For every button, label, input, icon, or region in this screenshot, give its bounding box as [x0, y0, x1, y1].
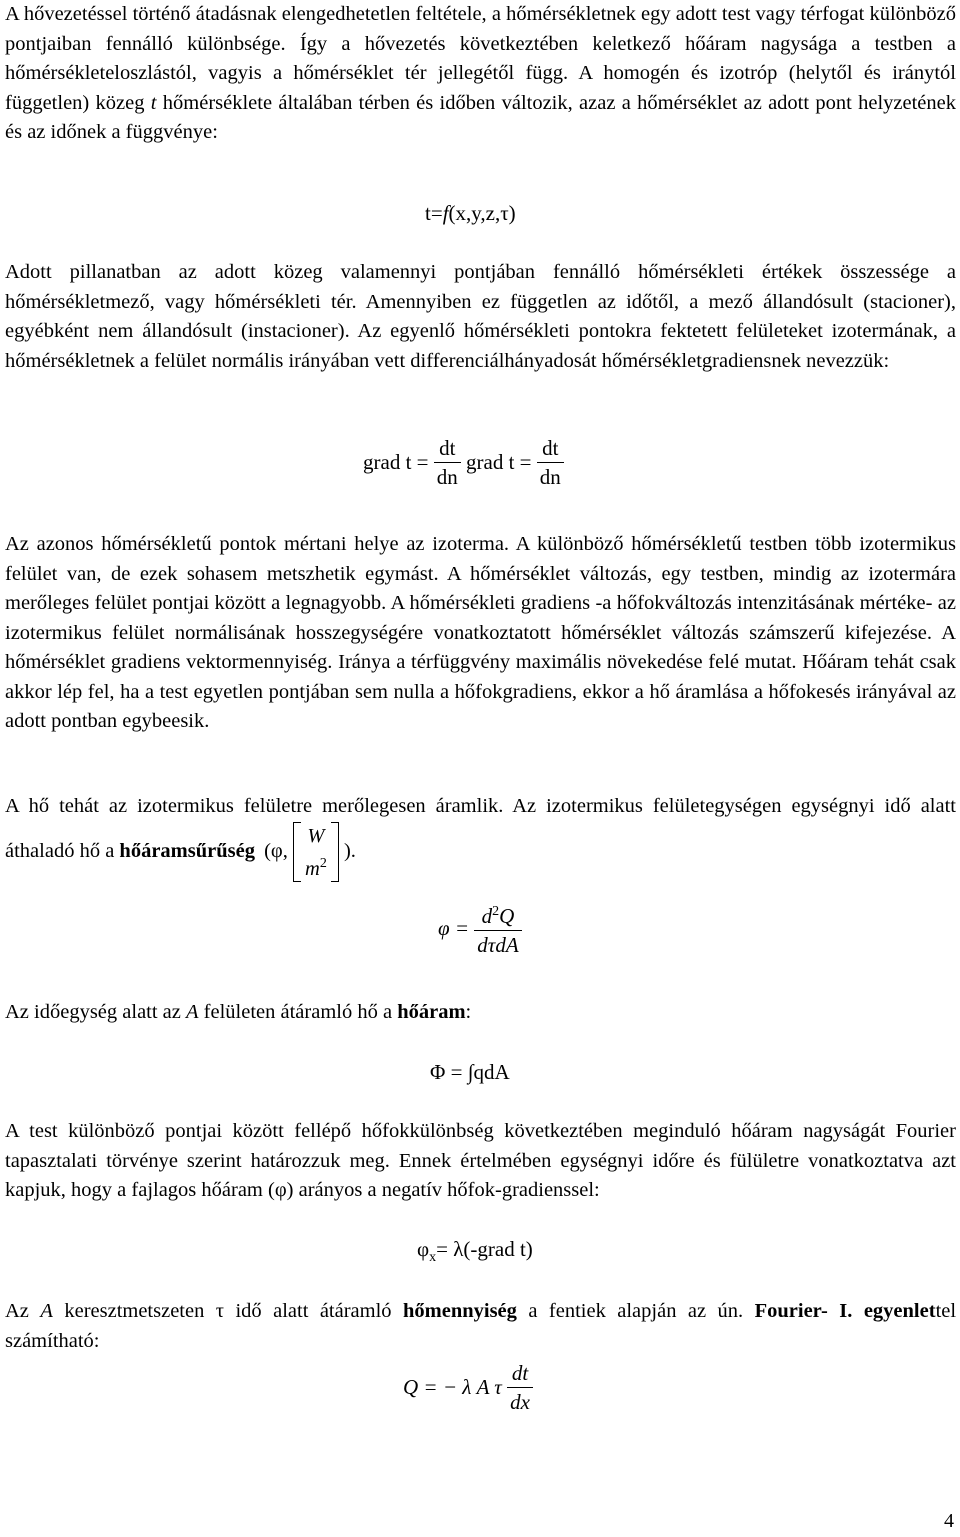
eq-text: grad t = [363, 450, 429, 474]
fraction-denominator [302, 850, 330, 883]
paragraph-4-text [5, 792, 956, 882]
paragraph-text: Az időegység alatt az [5, 1001, 181, 1023]
bold-term: hőáramsűrűség [119, 839, 255, 862]
bracket-top-left [293, 822, 301, 823]
fraction-dt-dn [434, 434, 461, 491]
fraction-numerator [474, 898, 521, 931]
fraction-numerator: dt [434, 434, 461, 463]
bracket-top-right [331, 822, 339, 823]
paragraph-text: Adott pillanatban az adott közeg valamennyi pontjában fennálló hőmérsékleti értékek összessége a hőmérsékletmező, vagy hőmérsékleti tér. Amennyiben ez független az időtől, a mező állandósult (stacioner), egyébként nem állandósult (instacioner). Az egyenlő hőmérsékleti pontokra fektetett felületeket izotermának, a hőmérsékletnek a felület normális irányában vett differenciálhányadosát hőmérsékletgradiensnek nevezzük: [5, 261, 956, 372]
equation-heat-flow [430, 1060, 510, 1085]
paragraph-6 [5, 1117, 956, 1206]
subscript-x: x [429, 1250, 437, 1266]
fraction-denominator: dn [436, 465, 458, 489]
eq-text: φ = [438, 916, 470, 940]
fraction-numerator: dt [537, 434, 564, 463]
paragraph-text: Az [5, 1300, 29, 1322]
paragraph-text: tel számítható: [5, 1300, 957, 1352]
eq-function-f: f [442, 201, 449, 225]
fraction-d2Q-dtaudA [474, 898, 521, 959]
equation-fourier-flux [417, 1237, 533, 1266]
variable-t: t [150, 91, 157, 114]
equation-gradient [363, 434, 564, 491]
equation-temperature-function [425, 201, 516, 226]
fraction-denominator: dx [510, 1390, 530, 1414]
fraction-denominator: dn [539, 465, 561, 489]
bold-term: hőmennyiség [403, 1300, 517, 1322]
paragraph-text: Így a hővezetés következtében keletkező hőáram nagysága a testben a hőmérsékleteloszlástól, vagyis a hőmérséklet tér jellegétől függ. A homogén és izotróp (helytől és iránytól független) közeg [5, 32, 956, 114]
fraction-dt-dn [537, 434, 564, 491]
unit-expression [264, 822, 356, 883]
paragraph-text: A test különböző pontjai között fellépő hőfokkülönbség következtében meginduló hőáram nagyságát Fourier tapasztalati törvénye szerint határozzuk meg. Ennek értelmében egységnyi időre és fülületre vonatkoztatva azt kapjuk, hogy a fajlagos hőáram (φ) arányos a negatív hőfok-gradienssel: [5, 1120, 956, 1201]
paragraph-3 [5, 530, 956, 737]
page-number: 4 [944, 1510, 954, 1532]
paragraph-text: hőmérséklete általában térben és időben változik, azaz a hőmérséklet az adott pont helyzetének és az időnek a függvénye: [5, 91, 956, 143]
equation-fourier-law [403, 1359, 533, 1416]
eq-text: grad t = [466, 450, 532, 474]
bracket-bottom-left [293, 881, 301, 882]
eq-Q: Q [499, 904, 515, 928]
paragraph-4 [5, 792, 956, 882]
paragraph-5 [5, 998, 956, 1028]
eq-text: = λ(-grad t) [436, 1237, 533, 1261]
paragraph-text: Az azonos hőmérsékletű pontok mértani helye az izoterma. A különböző hőmérsékletű testben több izotermikus felület van, de ezek sohasem metszhetik egymást. A hőmérséklet változás, egy testben, mindig az izotermára merőleges felület pontjai között a legnagyobb. A hőmérsékleti gradiens -a hőfokváltozás intenzitásának mértéke- az izotermikus felület normálisának hosszegységére vonatkoztatott hőmérséklet változás számszerű kifejezése. A hőmérséklet gradiens vektormennyiség. Iránya a térfüggvény maximális növekedése felé mutat. Hőáram tehát csak akkor lép fel, ha a test egyetlen pontjában sem nulla a hőfokgradiens, ekkor a hő áramlása a hőfokesés irányával az adott pontban egybeesik. [5, 533, 956, 732]
unit-m: m [305, 857, 320, 880]
paragraph-text: A hővezetéssel történő átadásnak elengedhetetlen feltétele, a hőmérsékletnek egy adott test vagy térfogat különböző pontjaiban fennálló különbsége. [5, 3, 956, 55]
fraction-W-m2 [302, 822, 330, 883]
paragraph-2 [5, 258, 956, 376]
equation-heat-flux-density [438, 898, 522, 959]
bold-term: hőáram [397, 1001, 466, 1023]
fraction-dt-dx [507, 1359, 533, 1416]
variable-A: A [40, 1300, 53, 1322]
fraction-denominator: dτdA [477, 933, 519, 957]
eq-phi: φ [417, 1237, 430, 1261]
fraction-numerator: W [307, 824, 325, 847]
eq-text: (φ, [264, 839, 288, 862]
unit-bracket [293, 822, 339, 883]
exponent: 2 [319, 855, 327, 871]
paragraph-text: a fentiek alapján az ún. [528, 1300, 744, 1322]
eq-text: (x,y,z,τ) [448, 201, 516, 225]
paragraph-text: felületen átáramló hő a [203, 1001, 393, 1023]
paragraph-text: keresztmetszeten τ idő alatt átáramló [64, 1300, 392, 1322]
eq-text: t= [425, 201, 443, 225]
eq-text: Q = − λ A τ [403, 1375, 502, 1399]
eq-text: ). [343, 839, 356, 862]
eq-text: Φ = ∫qdA [430, 1060, 510, 1084]
bracket-bottom-right [331, 881, 339, 882]
bold-term: Fourier- I. egyenlet [754, 1300, 936, 1322]
exponent: 2 [492, 904, 500, 919]
eq-d: d [481, 904, 493, 928]
fraction-numerator: dt [507, 1359, 533, 1388]
paragraph-text: : [465, 1001, 472, 1023]
paragraph-7 [5, 1297, 956, 1356]
paragraph-1 [5, 0, 956, 148]
paragraph-text: A hő tehát az izotermikus felületre merőlegesen áramlik. Az izotermikus felületegységen egységnyi idő alatt áthaladó hő a [5, 795, 956, 862]
variable-A: A [186, 1001, 199, 1023]
